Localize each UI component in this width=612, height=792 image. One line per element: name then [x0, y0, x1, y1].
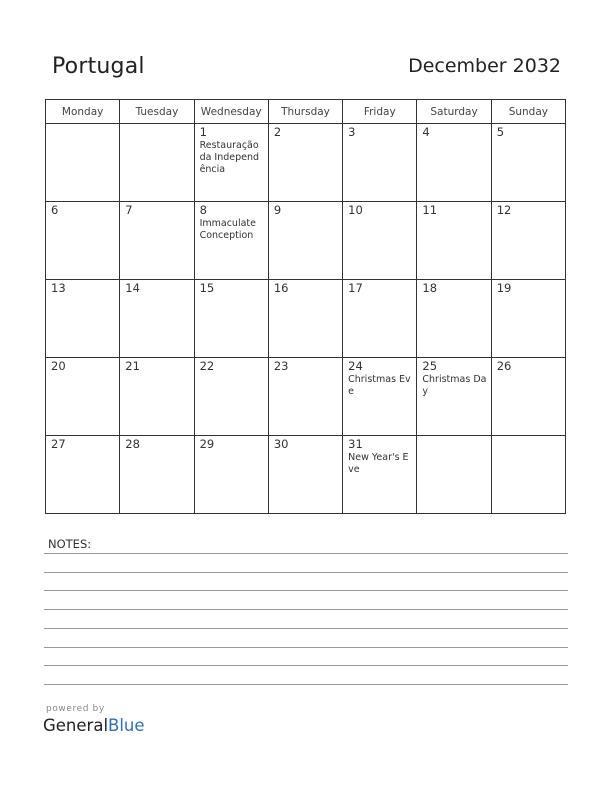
month-year-title: December 2032: [408, 55, 561, 77]
day-cell: [120, 124, 194, 202]
day-cell: [194, 436, 268, 514]
weekday-header: Friday: [343, 100, 417, 124]
day-cell: [268, 358, 342, 436]
day-number: 30: [273, 437, 289, 451]
day-number: 13: [51, 281, 66, 295]
week-row: [46, 124, 566, 202]
day-cell: [491, 358, 565, 436]
day-cell: [491, 436, 565, 514]
day-cell: [268, 124, 342, 202]
day-cell: [491, 124, 565, 202]
day-number: 8: [199, 203, 207, 217]
day-number: 24: [348, 359, 363, 373]
country-title: Portugal: [52, 54, 145, 79]
day-cell: [417, 280, 491, 358]
day-number: 18: [422, 281, 438, 295]
day-number: 6: [51, 203, 59, 217]
powered-by-label: powered by: [46, 704, 105, 714]
day-number: 7: [125, 203, 133, 217]
note-line: [44, 609, 568, 610]
day-cell: [46, 124, 120, 202]
day-number: 5: [496, 125, 505, 139]
day-cell: [417, 124, 491, 202]
day-cell: [194, 358, 268, 436]
day-cell: [343, 358, 417, 436]
note-line: [44, 590, 568, 591]
weekday-header-row: [46, 100, 566, 124]
day-number: 21: [125, 359, 140, 373]
holiday-label: Restauração da Independência: [199, 140, 260, 175]
day-number: 17: [348, 281, 363, 295]
weekday-header: Thursday: [268, 100, 342, 124]
day-number: 10: [348, 203, 363, 217]
week-row: [46, 358, 566, 436]
day-number: 19: [496, 281, 512, 295]
weekday-header: Sunday: [491, 100, 565, 124]
day-cell: [120, 280, 194, 358]
day-number: 22: [199, 359, 215, 373]
day-number: 12: [496, 203, 512, 217]
day-cell: [343, 124, 417, 202]
day-number: 31: [348, 437, 363, 451]
holiday-label: Christmas Day: [422, 374, 487, 397]
notes-label: NOTES:: [48, 537, 92, 551]
day-cell: [46, 436, 120, 514]
weekday-header: Monday: [46, 100, 120, 124]
weekday-header: Wednesday: [194, 100, 268, 124]
day-cell: [268, 280, 342, 358]
day-cell: [194, 124, 268, 202]
brand-name-blue: Blue: [108, 716, 145, 735]
day-number: 9: [273, 203, 282, 217]
note-line: [44, 684, 568, 685]
day-number: 3: [348, 125, 356, 139]
day-cell: [120, 436, 194, 514]
day-number: 26: [496, 359, 512, 373]
day-cell: [417, 358, 491, 436]
weekday-header: Saturday: [417, 100, 491, 124]
holiday-label: Christmas Eve: [348, 374, 411, 397]
day-number: 2: [273, 125, 282, 139]
day-cell: [194, 280, 268, 358]
day-cell: [491, 280, 565, 358]
day-cell: [417, 436, 491, 514]
brand-name-general: General: [43, 716, 109, 735]
day-cell: [417, 202, 491, 280]
day-number: 1: [199, 125, 207, 139]
day-number: 25: [422, 359, 438, 373]
day-cell: [268, 436, 342, 514]
note-line: [44, 572, 568, 573]
day-cell: [46, 202, 120, 280]
day-cell: [268, 202, 342, 280]
holiday-label: New Year's Eve: [348, 452, 409, 475]
day-number: 23: [273, 359, 289, 373]
day-number: 15: [199, 281, 215, 295]
note-line: [44, 628, 568, 629]
day-cell: [343, 202, 417, 280]
day-number: 27: [51, 437, 66, 451]
day-number: 20: [51, 359, 66, 373]
day-number: 28: [125, 437, 140, 451]
day-cell: [46, 280, 120, 358]
week-row: [46, 202, 566, 280]
day-cell: [194, 202, 268, 280]
day-cell: [343, 280, 417, 358]
brand-logo: [43, 716, 145, 735]
day-number: 29: [199, 437, 215, 451]
day-number: 11: [422, 203, 438, 217]
weekday-header: Tuesday: [120, 100, 194, 124]
day-cell: [343, 436, 417, 514]
note-line: [44, 553, 568, 554]
note-line: [44, 647, 568, 648]
day-cell: [120, 202, 194, 280]
week-row: [46, 280, 566, 358]
day-cell: [46, 358, 120, 436]
note-line: [44, 665, 568, 666]
week-row: [46, 436, 566, 514]
day-number: 16: [273, 281, 289, 295]
calendar-grid: [45, 99, 566, 514]
day-number: 4: [422, 125, 430, 139]
day-number: 14: [125, 281, 140, 295]
day-cell: [120, 358, 194, 436]
day-cell: [491, 202, 565, 280]
holiday-label: Immaculate Conception: [199, 218, 256, 241]
